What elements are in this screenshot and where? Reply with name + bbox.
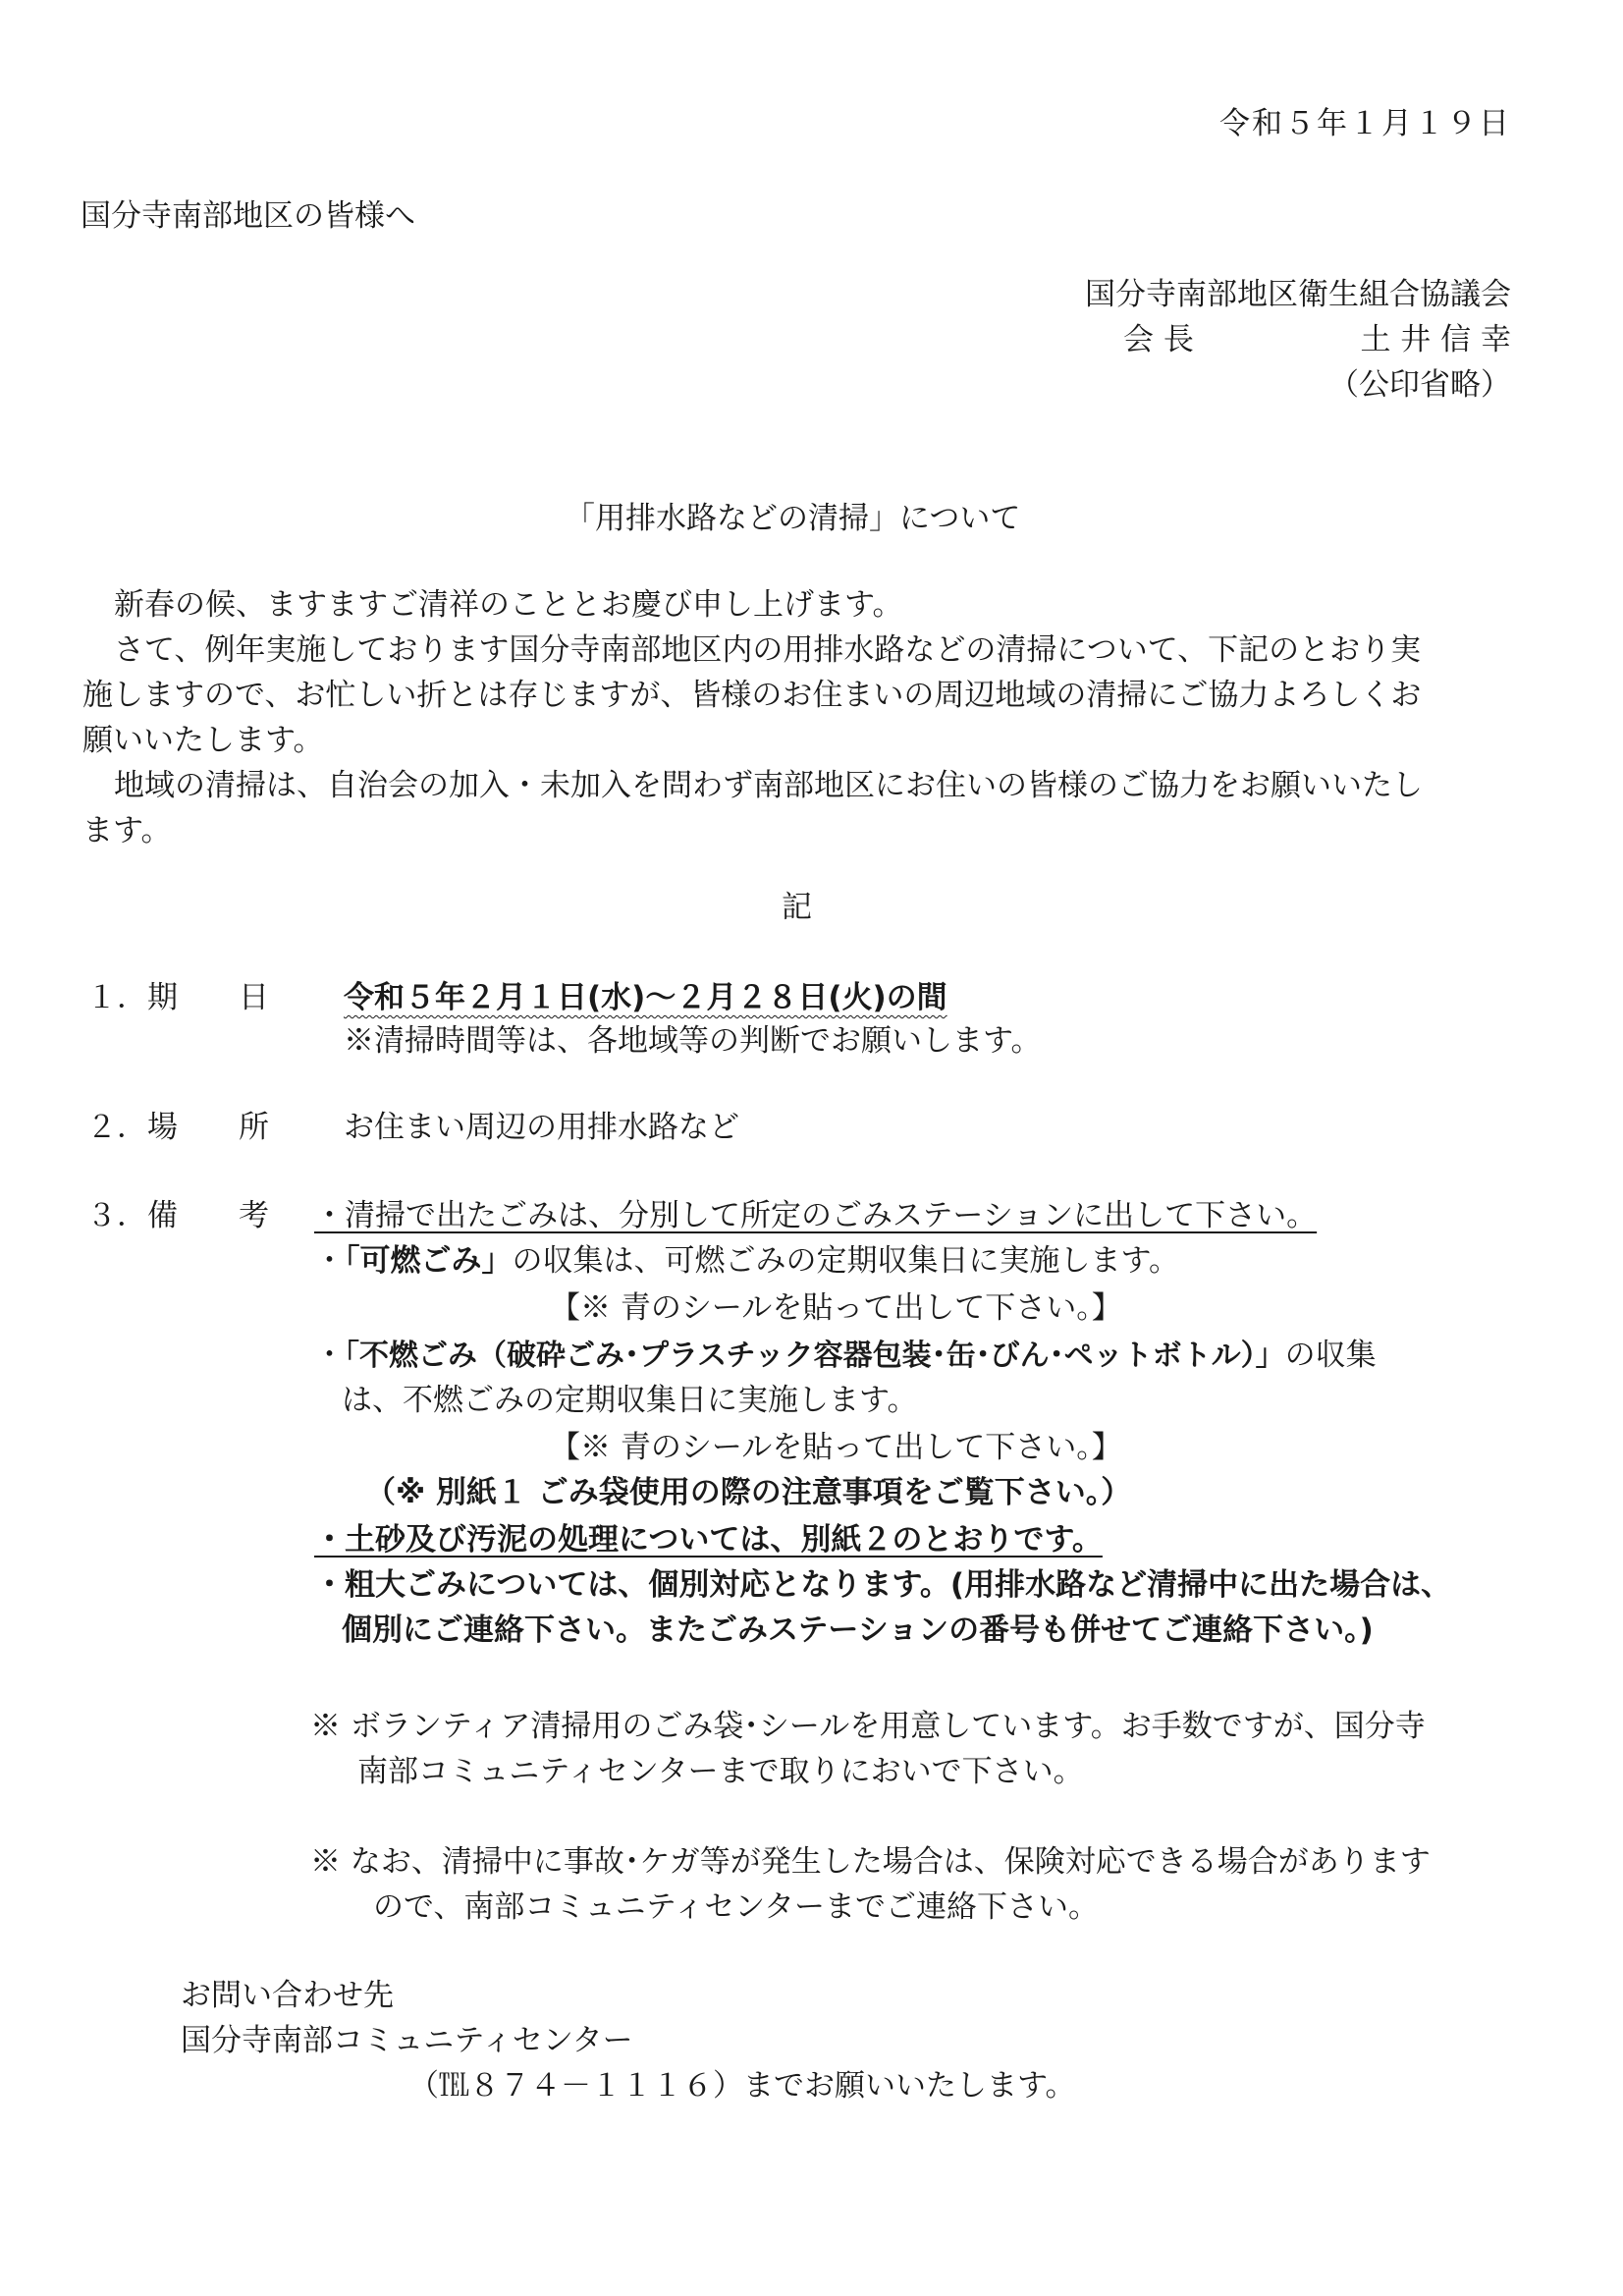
remark-burnable-sticker-note: 【※ 青のシールを貼って出して下さい。】 [550, 1290, 1122, 1326]
body-paragraph-3-line-1: 地域の清掃は、自治会の加入・未加入を問わず南部地区にお住いの皆様のご協力をお願いいたし [114, 768, 1423, 803]
remark-burnable-label: 「可燃ごみ」 [345, 1243, 513, 1279]
accident-insurance-note-line-1: ※ なお、清掃中に事故･ケガ等が発生した場合は、保険対応できる場合があります [310, 1844, 1431, 1880]
accident-insurance-note-line-2: ので、南部コミュニティセンターまでご連絡下さい。 [373, 1889, 1100, 1925]
remark-soil-sludge: ・土砂及び汚泥の処理については、別紙２のとおりです。 [314, 1522, 1103, 1558]
ki-heading: 記 [782, 890, 812, 925]
remark-nonburnable-bullet: ・ [314, 1338, 345, 1373]
sender-organization: 国分寺南部地区衛生組合協議会 [1085, 277, 1511, 312]
contact-phone-line: （℡８７４－１１１６）までお願いいたします。 [408, 2068, 1076, 2104]
remark-burnable-bullet: ・ [314, 1243, 345, 1279]
item-1-label: 期 日 [147, 980, 269, 1015]
remark-bulky-waste-line-2: 個別にご連絡下さい。またごみステーションの番号も併せてご連絡下さい。) [342, 1613, 1374, 1648]
greeting-paragraph: 新春の候、ますますご清祥のこととお慶び申し上げます。 [114, 587, 903, 623]
body-paragraph-2-line-1: さて、例年実施しております国分寺南部地区内の用排水路などの清掃について、下記のとおり実 [114, 632, 1422, 668]
contact-heading: お問い合わせ先 [181, 1978, 394, 2013]
recipient-line: 国分寺南部地区の皆様へ [81, 198, 415, 234]
item-3-number: ３． [86, 1198, 147, 1233]
remark-sorting-rule: ・清掃で出たごみは、分別して所定のごみステーションに出して下さい。 [314, 1198, 1318, 1233]
item-1-note: ※清掃時間等は、各地域等の判断でお願いします。 [344, 1023, 1042, 1059]
remark-attachment-1-reference: （※ 別紙１ ごみ袋使用の際の注意事項をご覧下さい。） [365, 1475, 1132, 1510]
remark-burnable-text: の収集は、可燃ごみの定期収集日に実施します。 [512, 1243, 1180, 1279]
sender-title: 会 長 [1123, 322, 1194, 357]
issue-date: 令和５年１月１９日 [1219, 106, 1511, 141]
remark-burnable [314, 1241, 1179, 1281]
item-2-place: お住まい周辺の用排水路など [344, 1110, 739, 1145]
body-paragraph-2-line-2: 施しますので、お忙しい折とは存じますが、皆様のお住まいの周辺地域の清掃にご協力よろしくお [82, 678, 1422, 713]
volunteer-bags-note-line-1: ※ ボランティア清掃用のごみ袋･シールを用意しています。お手数ですが、国分寺 [310, 1709, 1426, 1744]
seal-omitted-note: （公印省略） [1328, 367, 1511, 403]
item-1-date-range: 令和５年２月１日(水)～２月２８日(火)の間 [344, 980, 947, 1015]
item-2-label: 場 所 [147, 1110, 269, 1145]
remark-nonburnable-text: の収集 [1284, 1338, 1377, 1373]
contact-organization: 国分寺南部コミュニティセンター [181, 2023, 633, 2058]
remark-nonburnable-line-2: は、不燃ごみの定期収集日に実施します。 [342, 1383, 918, 1418]
remark-nonburnable-label: 「不燃ごみ（破砕ごみ･プラスチック容器包装･缶･びん･ペットボトル）」 [345, 1339, 1285, 1373]
body-paragraph-3-line-2: ます。 [82, 813, 172, 848]
notice-title: 「用排水路などの清掃」について [565, 501, 1021, 536]
item-3-label: 備 考 [147, 1198, 269, 1233]
body-paragraph-2-line-3: 願いいたします。 [82, 723, 324, 758]
item-2-number: ２． [86, 1110, 147, 1145]
remark-nonburnable-sticker-note: 【※ 青のシールを貼って出して下さい。】 [550, 1430, 1122, 1465]
remark-bulky-waste-line-1: ・粗大ごみについては、個別対応となります。(用排水路など清掃中に出た場合は、 [314, 1567, 1452, 1603]
item-1-number: １． [86, 980, 147, 1015]
sender-name: 土 井 信 幸 [1360, 322, 1511, 357]
remark-nonburnable [314, 1336, 1377, 1376]
volunteer-bags-note-line-2: 南部コミュニティセンターまで取りにおいで下さい。 [357, 1754, 1084, 1789]
